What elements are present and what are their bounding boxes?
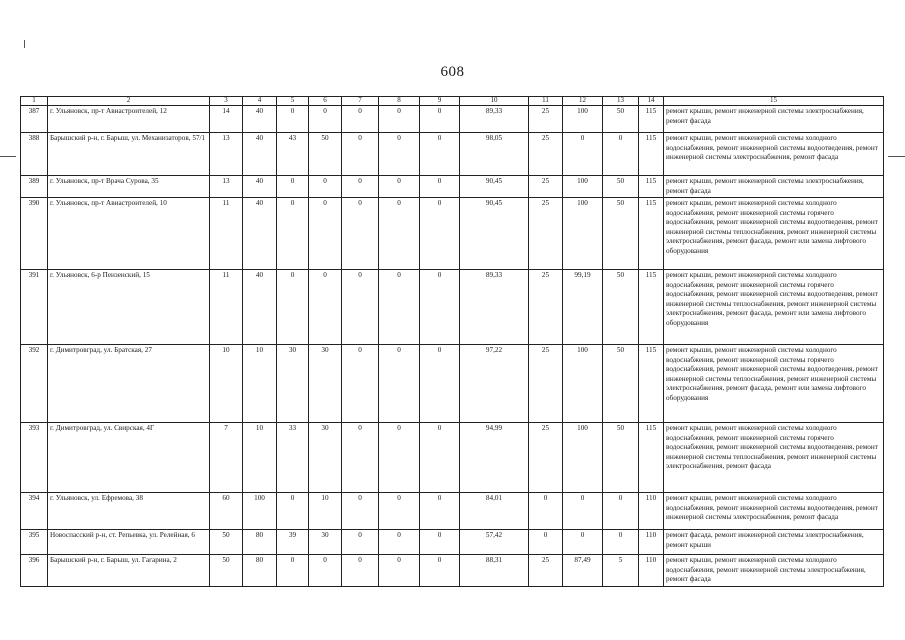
value-cell: 0 [342, 493, 379, 530]
works-cell: ремонт крыши, ремонт инженерной системы электроснабжения, ремонт фасада [664, 106, 884, 133]
row-number: 389 [21, 176, 48, 198]
value-cell: 0 [420, 530, 460, 555]
value-cell: 100 [563, 198, 603, 270]
table-row [21, 493, 884, 530]
value-cell: 0 [342, 530, 379, 555]
value-cell: 80 [243, 555, 277, 587]
value-cell: 0 [603, 133, 639, 176]
value-cell: 0 [277, 176, 309, 198]
value-cell: 0 [342, 345, 379, 423]
value-cell: 0 [420, 106, 460, 133]
column-number: 9 [420, 97, 460, 106]
value-cell: 11 [210, 198, 243, 270]
value-cell: 90,45 [460, 176, 529, 198]
value-cell: 110 [639, 555, 664, 587]
value-cell: 115 [639, 176, 664, 198]
scan-mark [24, 40, 25, 48]
value-cell: 84,01 [460, 493, 529, 530]
value-cell: 33 [277, 423, 309, 493]
value-cell: 0 [603, 493, 639, 530]
value-cell: 89,33 [460, 270, 529, 345]
table-row [21, 106, 884, 133]
column-number: 11 [529, 97, 563, 106]
page-number: 608 [440, 64, 465, 80]
value-cell: 115 [639, 106, 664, 133]
value-cell: 0 [379, 198, 420, 270]
value-cell: 97,22 [460, 345, 529, 423]
address-cell: Новоспасский р-н, ст. Репьевка, ул. Релейная, 6 [48, 530, 210, 555]
value-cell: 0 [563, 530, 603, 555]
value-cell: 7 [210, 423, 243, 493]
row-number: 395 [21, 530, 48, 555]
value-cell: 60 [210, 493, 243, 530]
table-row [21, 198, 884, 270]
address-cell: г. Ульяновск, ул. Ефремова, 38 [48, 493, 210, 530]
value-cell: 0 [379, 345, 420, 423]
value-cell: 30 [277, 345, 309, 423]
value-cell: 57,42 [460, 530, 529, 555]
table-row [21, 530, 884, 555]
column-number: 13 [603, 97, 639, 106]
value-cell: 94,99 [460, 423, 529, 493]
works-cell: ремонт крыши, ремонт инженерной системы холодного водоснабжения, ремонт инженерной системы горячего водоснабжения, ремонт инженерной системы водоотведения, ремонт инженерной системы теплоснабжения, ремонт инженерной системы электроснабжения, ремонт фасада, ремонт или замена лифтового оборудования [664, 270, 884, 345]
address-cell: Барышский р-н, г. Барыш, ул. Механизаторов, 57/1 [48, 133, 210, 176]
column-number: 3 [210, 97, 243, 106]
value-cell: 100 [563, 176, 603, 198]
value-cell: 0 [379, 106, 420, 133]
works-cell: ремонт крыши, ремонт инженерной системы холодного водоснабжения, ремонт инженерной системы водоотведения, ремонт инженерной системы электроснабжения, ремонт фасада [664, 133, 884, 176]
value-cell: 0 [342, 555, 379, 587]
value-cell: 0 [603, 530, 639, 555]
value-cell: 40 [243, 133, 277, 176]
value-cell: 0 [277, 493, 309, 530]
value-cell: 0 [342, 106, 379, 133]
value-cell: 0 [379, 176, 420, 198]
value-cell: 50 [603, 198, 639, 270]
row-number: 392 [21, 345, 48, 423]
works-cell: ремонт крыши, ремонт инженерной системы холодного водоснабжения, ремонт инженерной системы горячего водоснабжения, ремонт инженерной системы водоотведения, ремонт инженерной системы теплоснабжения, ремонт инженерной системы электроснабжения, ремонт фасада [664, 423, 884, 493]
value-cell: 0 [563, 493, 603, 530]
value-cell: 0 [277, 270, 309, 345]
value-cell: 10 [243, 423, 277, 493]
value-cell: 0 [379, 423, 420, 493]
value-cell: 0 [309, 106, 342, 133]
value-cell: 13 [210, 176, 243, 198]
column-number: 4 [243, 97, 277, 106]
address-cell: г. Димитровград, ул. Свирская, 4Г [48, 423, 210, 493]
scan-mark [888, 156, 905, 157]
value-cell: 30 [309, 530, 342, 555]
value-cell: 0 [309, 555, 342, 587]
works-cell: ремонт фасада, ремонт инженерной системы электроснабжения, ремонт крыши [664, 530, 884, 555]
register-table [20, 96, 884, 587]
value-cell: 50 [603, 176, 639, 198]
works-cell: ремонт крыши, ремонт инженерной системы холодного водоснабжения, ремонт инженерной системы электроснабжения, ремонт фасада [664, 555, 884, 587]
value-cell: 14 [210, 106, 243, 133]
value-cell: 90,45 [460, 198, 529, 270]
value-cell: 89,33 [460, 106, 529, 133]
value-cell: 100 [563, 106, 603, 133]
value-cell: 50 [210, 530, 243, 555]
value-cell: 50 [309, 133, 342, 176]
row-number: 391 [21, 270, 48, 345]
value-cell: 0 [342, 133, 379, 176]
address-cell: г. Ульяновск, пр-т Авиастроителей, 12 [48, 106, 210, 133]
value-cell: 30 [309, 423, 342, 493]
column-number-row [21, 97, 884, 106]
value-cell: 115 [639, 270, 664, 345]
value-cell: 115 [639, 345, 664, 423]
value-cell: 0 [420, 133, 460, 176]
value-cell: 115 [639, 423, 664, 493]
value-cell: 25 [529, 176, 563, 198]
value-cell: 0 [420, 555, 460, 587]
table-row [21, 176, 884, 198]
value-cell: 25 [529, 423, 563, 493]
value-cell: 50 [603, 345, 639, 423]
value-cell: 25 [529, 133, 563, 176]
value-cell: 0 [420, 345, 460, 423]
value-cell: 0 [420, 176, 460, 198]
value-cell: 0 [342, 198, 379, 270]
value-cell: 25 [529, 270, 563, 345]
table-row [21, 423, 884, 493]
value-cell: 40 [243, 176, 277, 198]
value-cell: 100 [563, 345, 603, 423]
scan-mark [0, 156, 16, 157]
value-cell: 88,31 [460, 555, 529, 587]
value-cell: 80 [243, 530, 277, 555]
table-row [21, 270, 884, 345]
value-cell: 10 [210, 345, 243, 423]
value-cell: 0 [379, 133, 420, 176]
value-cell: 0 [379, 530, 420, 555]
value-cell: 40 [243, 106, 277, 133]
column-number: 14 [639, 97, 664, 106]
value-cell: 115 [639, 133, 664, 176]
value-cell: 0 [563, 133, 603, 176]
address-cell: г. Ульяновск, 6-р Пензенский, 15 [48, 270, 210, 345]
row-number: 394 [21, 493, 48, 530]
value-cell: 0 [529, 530, 563, 555]
value-cell: 100 [243, 493, 277, 530]
value-cell: 50 [603, 270, 639, 345]
works-cell: ремонт крыши, ремонт инженерной системы холодного водоснабжения, ремонт инженерной системы горячего водоснабжения, ремонт инженерной системы водоотведения, ремонт инженерной системы теплоснабжения, ремонт инженерной системы электроснабжения, ремонт фасада, ремонт или замена лифтового оборудования [664, 345, 884, 423]
value-cell: 50 [603, 106, 639, 133]
value-cell: 0 [342, 270, 379, 345]
value-cell: 11 [210, 270, 243, 345]
row-number: 393 [21, 423, 48, 493]
value-cell: 110 [639, 493, 664, 530]
column-number: 1 [21, 97, 48, 106]
value-cell: 0 [309, 270, 342, 345]
value-cell: 100 [563, 423, 603, 493]
value-cell: 40 [243, 198, 277, 270]
row-number: 388 [21, 133, 48, 176]
works-cell: ремонт крыши, ремонт инженерной системы холодного водоснабжения, ремонт инженерной системы горячего водоснабжения, ремонт инженерной системы водоотведения, ремонт инженерной системы теплоснабжения, ремонт инженерной системы электроснабжения, ремонт фасада, ремонт или замена лифтового оборудования [664, 198, 884, 270]
value-cell: 5 [603, 555, 639, 587]
value-cell: 0 [277, 198, 309, 270]
value-cell: 87,49 [563, 555, 603, 587]
value-cell: 0 [309, 176, 342, 198]
table-row [21, 345, 884, 423]
address-cell: Барышский р-н, г. Барыш, ул. Гагарина, 2 [48, 555, 210, 587]
value-cell: 30 [309, 345, 342, 423]
value-cell: 0 [277, 106, 309, 133]
value-cell: 0 [342, 423, 379, 493]
column-number: 6 [309, 97, 342, 106]
works-cell: ремонт крыши, ремонт инженерной системы холодного водоснабжения, ремонт инженерной системы водоотведения, ремонт инженерной системы электроснабжения, ремонт фасада [664, 493, 884, 530]
value-cell: 0 [342, 176, 379, 198]
table-row [21, 133, 884, 176]
value-cell: 13 [210, 133, 243, 176]
value-cell: 0 [379, 555, 420, 587]
address-cell: г. Ульяновск, пр-т Авиастроителей, 10 [48, 198, 210, 270]
column-number: 10 [460, 97, 529, 106]
address-cell: г. Димитровград, ул. Братская, 27 [48, 345, 210, 423]
value-cell: 0 [420, 493, 460, 530]
value-cell: 25 [529, 198, 563, 270]
value-cell: 0 [277, 555, 309, 587]
value-cell: 25 [529, 555, 563, 587]
value-cell: 0 [379, 270, 420, 345]
value-cell: 99,19 [563, 270, 603, 345]
value-cell: 10 [243, 345, 277, 423]
value-cell: 50 [210, 555, 243, 587]
value-cell: 0 [420, 270, 460, 345]
row-number: 390 [21, 198, 48, 270]
value-cell: 10 [309, 493, 342, 530]
value-cell: 40 [243, 270, 277, 345]
table-row [21, 555, 884, 587]
value-cell: 43 [277, 133, 309, 176]
column-number: 7 [342, 97, 379, 106]
value-cell: 115 [639, 198, 664, 270]
value-cell: 25 [529, 106, 563, 133]
value-cell: 0 [420, 198, 460, 270]
value-cell: 110 [639, 530, 664, 555]
column-number: 12 [563, 97, 603, 106]
value-cell: 0 [420, 423, 460, 493]
column-number: 2 [48, 97, 210, 106]
value-cell: 0 [379, 493, 420, 530]
value-cell: 98,05 [460, 133, 529, 176]
value-cell: 0 [309, 198, 342, 270]
works-cell: ремонт крыши, ремонт инженерной системы электроснабжения, ремонт фасада [664, 176, 884, 198]
value-cell: 0 [529, 493, 563, 530]
address-cell: г. Ульяновск, пр-т Врача Сурова, 35 [48, 176, 210, 198]
row-number: 396 [21, 555, 48, 587]
value-cell: 39 [277, 530, 309, 555]
column-number: 5 [277, 97, 309, 106]
column-number: 15 [664, 97, 884, 106]
column-number: 8 [379, 97, 420, 106]
value-cell: 25 [529, 345, 563, 423]
value-cell: 50 [603, 423, 639, 493]
row-number: 387 [21, 106, 48, 133]
